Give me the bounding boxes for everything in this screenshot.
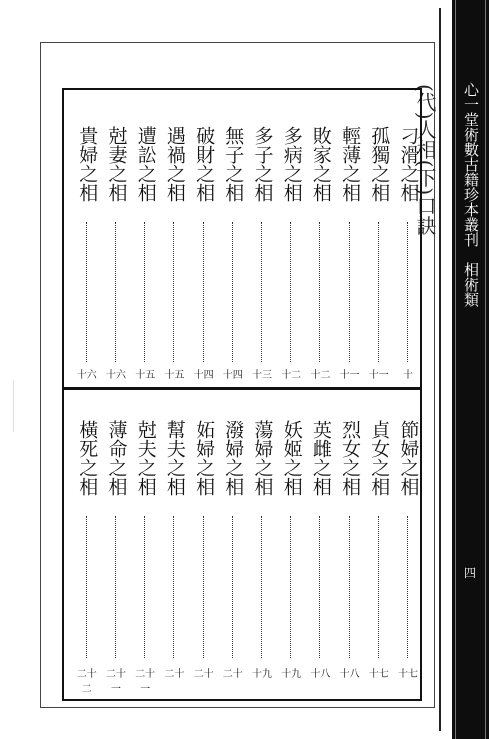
entry-page-number: 十九: [281, 669, 302, 680]
contents-entry[interactable]: [104, 126, 128, 382]
page-edge-mark: [13, 380, 14, 432]
dot-leader: [203, 516, 204, 658]
contents-entry[interactable]: [308, 126, 332, 382]
contents-entry[interactable]: [133, 420, 157, 695]
entry-page-number: 二十: [164, 669, 185, 680]
entry-title: 妖姬之相: [280, 420, 303, 496]
entry-title: 薄命之相: [105, 420, 128, 496]
dot-leader: [290, 222, 291, 362]
contents-entry[interactable]: [250, 126, 274, 382]
entry-title: 英雌之相: [309, 420, 332, 496]
entry-title: 敗家之相: [309, 126, 332, 202]
contents-entry[interactable]: [133, 126, 157, 382]
entry-title: 破財之相: [193, 126, 216, 202]
entry-page-number: 十五: [164, 370, 185, 381]
header-text: (代)人相(下)口訣: [413, 84, 437, 236]
entry-title: 蕩婦之相: [251, 420, 274, 496]
contents-entry[interactable]: [279, 420, 303, 681]
entry-page-number: 十八: [310, 669, 331, 680]
entry-title: 烈女之相: [339, 420, 362, 496]
contents-entry[interactable]: [308, 420, 332, 681]
dot-leader: [407, 222, 408, 362]
contents-entry[interactable]: [75, 126, 99, 382]
dot-leader: [173, 516, 174, 658]
entry-page-number: 二十: [193, 669, 214, 680]
contents-entry[interactable]: [338, 126, 362, 382]
entry-page-number: 二十: [222, 669, 243, 680]
entry-page-number: 二十一: [135, 669, 156, 695]
dot-leader: [378, 516, 379, 658]
entry-title: 尅妻之相: [105, 126, 128, 202]
entry-title: 節婦之相: [397, 420, 420, 496]
contents-entry[interactable]: [162, 126, 186, 382]
contents-entry[interactable]: [221, 420, 245, 681]
entry-title: 妬婦之相: [193, 420, 216, 496]
contents-entry[interactable]: [396, 126, 420, 382]
contents-entry[interactable]: [250, 420, 274, 681]
contents-entry[interactable]: [367, 126, 391, 382]
entry-page-number: 十二: [281, 370, 302, 381]
entry-page-number: 十四: [222, 370, 243, 381]
entry-title: 潑婦之相: [222, 420, 245, 496]
dot-leader: [232, 222, 233, 362]
entry-page-number: 十三: [252, 370, 272, 381]
entry-title: 遇禍之相: [163, 126, 186, 202]
entry-title: 橫死之相: [76, 420, 99, 496]
dot-leader: [203, 222, 204, 362]
dot-leader: [86, 516, 87, 658]
dot-leader: [290, 516, 291, 658]
dot-leader: [349, 222, 350, 362]
entry-title: 幫夫之相: [163, 420, 186, 496]
entry-title: 孤獨之相: [368, 126, 391, 202]
dot-leader: [319, 222, 320, 362]
entry-title: 多子之相: [251, 126, 274, 202]
contents-entry[interactable]: [221, 126, 245, 382]
entry-page-number: 十: [403, 370, 413, 381]
contents-entry[interactable]: [75, 420, 99, 695]
entry-title: 貴婦之相: [76, 126, 99, 202]
entry-page-number: 十二: [310, 370, 331, 381]
contents-entry[interactable]: [104, 420, 128, 695]
entry-title: 刁滑之相: [397, 126, 420, 202]
page-edge-rule: [439, 8, 441, 731]
entry-page-number: 二十二: [76, 669, 97, 695]
dot-leader: [319, 516, 320, 658]
contents-entry[interactable]: [367, 420, 391, 681]
section-divider: [62, 387, 422, 390]
entry-page-number: 十六: [106, 370, 126, 381]
dot-leader: [232, 516, 233, 658]
dot-leader: [261, 222, 262, 362]
entry-page-number: 二十一: [106, 669, 126, 695]
entry-title: 無子之相: [222, 126, 245, 202]
contents-entry[interactable]: [338, 420, 362, 681]
dot-leader: [173, 222, 174, 362]
entry-page-number: 十八: [339, 669, 360, 680]
entry-title: 遭訟之相: [134, 126, 157, 202]
entry-page-number: 十五: [135, 370, 156, 381]
contents-entry[interactable]: [279, 126, 303, 382]
dot-leader: [144, 222, 145, 362]
contents-entry[interactable]: [192, 126, 216, 382]
entry-title: 多病之相: [280, 126, 303, 202]
dot-leader: [86, 222, 87, 362]
dot-leader: [378, 222, 379, 362]
dot-leader: [349, 516, 350, 658]
entry-title: 輕薄之相: [339, 126, 362, 202]
entry-title: 尅夫之相: [134, 420, 157, 496]
series-title: 心一堂術數古籍珍本叢刊 相術類: [462, 82, 480, 307]
entry-page-number: 十四: [193, 370, 214, 381]
dot-leader: [261, 516, 262, 658]
entry-page-number: 十六: [76, 370, 97, 381]
entry-title: 貞女之相: [368, 420, 391, 496]
contents-entry[interactable]: [192, 420, 216, 681]
dot-leader: [144, 516, 145, 658]
book-spine: [452, 0, 489, 739]
dot-leader: [115, 222, 116, 362]
entry-page-number: 十一: [368, 370, 389, 381]
contents-entry[interactable]: [162, 420, 186, 681]
entry-page-number: 十九: [252, 669, 272, 680]
contents-entry[interactable]: [396, 420, 420, 681]
entry-page-number: 十七: [398, 669, 418, 680]
entry-page-number: 十一: [339, 370, 360, 381]
dot-leader: [407, 516, 408, 658]
dot-leader: [115, 516, 116, 658]
entry-page-number: 十七: [368, 669, 389, 680]
spine-page-number: 四: [463, 566, 476, 580]
